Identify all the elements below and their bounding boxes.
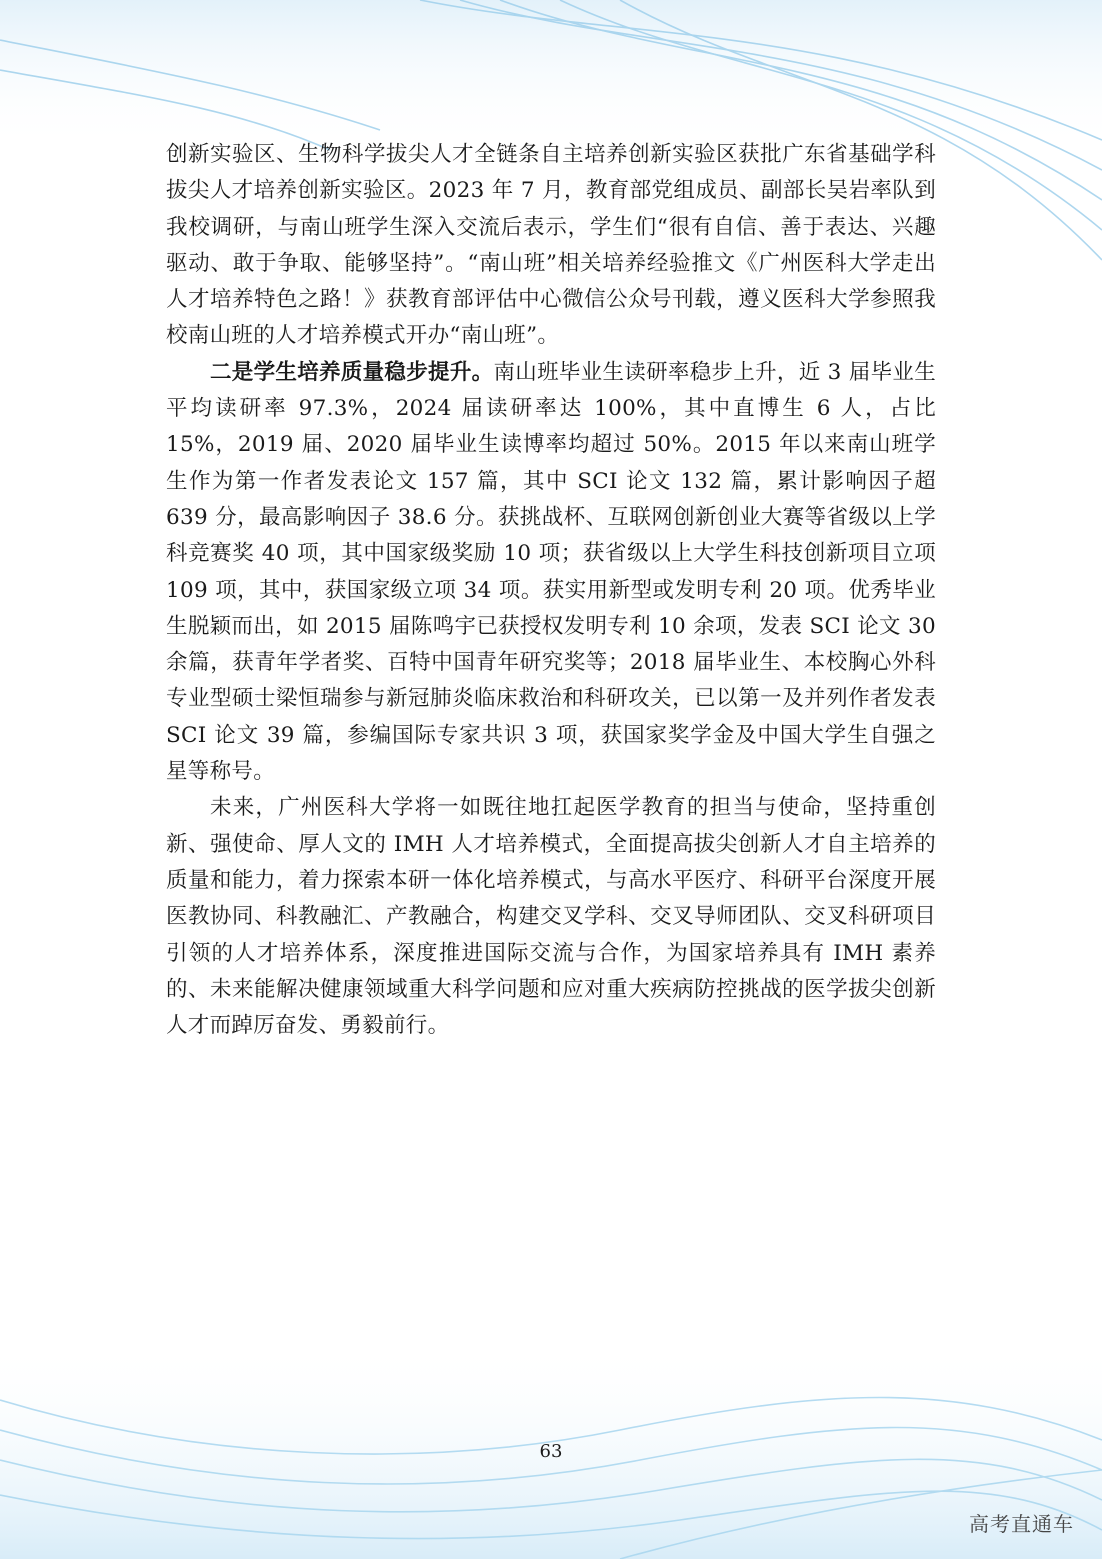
paragraph-text: 创新实验区、生物科学拔尖人才全链条自主培养创新实验区获批广东省基础学科拔尖人才培养创新实验区。2023 年 7 月，教育部党组成员、副部长吴岩率队到我校调研，与南山班学生深入交流后表示，学生们“很有自信、善于表达、兴趣驱动、敢于争取、能够坚持”。“南山班”相关培养经验推文《广州医科大学走出人才培养特色之路！》获教育部评估中心微信公众号刊载，遵义医科大学参照我校南山班的人才培养模式开办“南山班”。 bbox=[166, 142, 936, 349]
paragraph-lead: 二是学生培养质量稳步提升。 bbox=[210, 359, 494, 385]
paragraph-1 bbox=[166, 137, 936, 355]
body-text bbox=[166, 137, 936, 1044]
paragraph-text: 未来，广州医科大学将一如既往地扛起医学教育的担当与使命，坚持重创新、强使命、厚人文的 IMH 人才培养模式，全面提高拔尖创新人才自主培养的质量和能力，着力探索本研一体化培养模式，与高水平医疗、科研平台深度开展医教协同、科教融汇、产教融合，构建交叉学科、交叉导师团队、交叉科研项目引领的人才培养体系，深度推进国际交流与合作，为国家培养具有 IMH 素养的、未来能解决健康领域重大科学问题和应对重大疾病防控挑战的医学拔尖创新人才而踔厉奋发、勇毅前行。 bbox=[166, 795, 936, 1039]
paragraph-2 bbox=[166, 355, 936, 791]
paragraph-text: 南山班毕业生读研率稳步上升，近 3 届毕业生平均读研率 97.3%，2024 届读研率达 100%，其中直博生 6 人，占比 15%，2019 届、2020 届毕业生读博率均超过 50%。2015 年以来南山班学生作为第一作者发表论文 157 篇，其中 SCI 论文 132 篇，累计影响因子超 639 分，最高影响因子 38.6 分。获挑战杯、互联网创新创业大赛等省级以上学科竞赛奖 40 项，其中国家级奖励 10 项；获省级以上大学生科技创新项目立项 109 项，其中，获国家级立项 34 项。获实用新型或发明专利 20 项。优秀毕业生脱颖而出，如 2015 届陈鸣宇已获授权发明专利 10 余项，发表 SCI 论文 30 余篇，获青年学者奖、百特中国青年研究奖等；2018 届毕业生、本校胸心外科专业型硕士梁恒瑞参与新冠肺炎临床救治和科研攻关，已以第一及并列作者发表 SCI 论文 39 篇，参编国际专家共识 3 项，获国家奖学金及中国大学生自强之星等称号。 bbox=[166, 359, 937, 785]
page-number: 63 bbox=[539, 1441, 563, 1462]
watermark-text: 高考直通车 bbox=[969, 1512, 1074, 1536]
paragraph-3 bbox=[166, 790, 936, 1044]
